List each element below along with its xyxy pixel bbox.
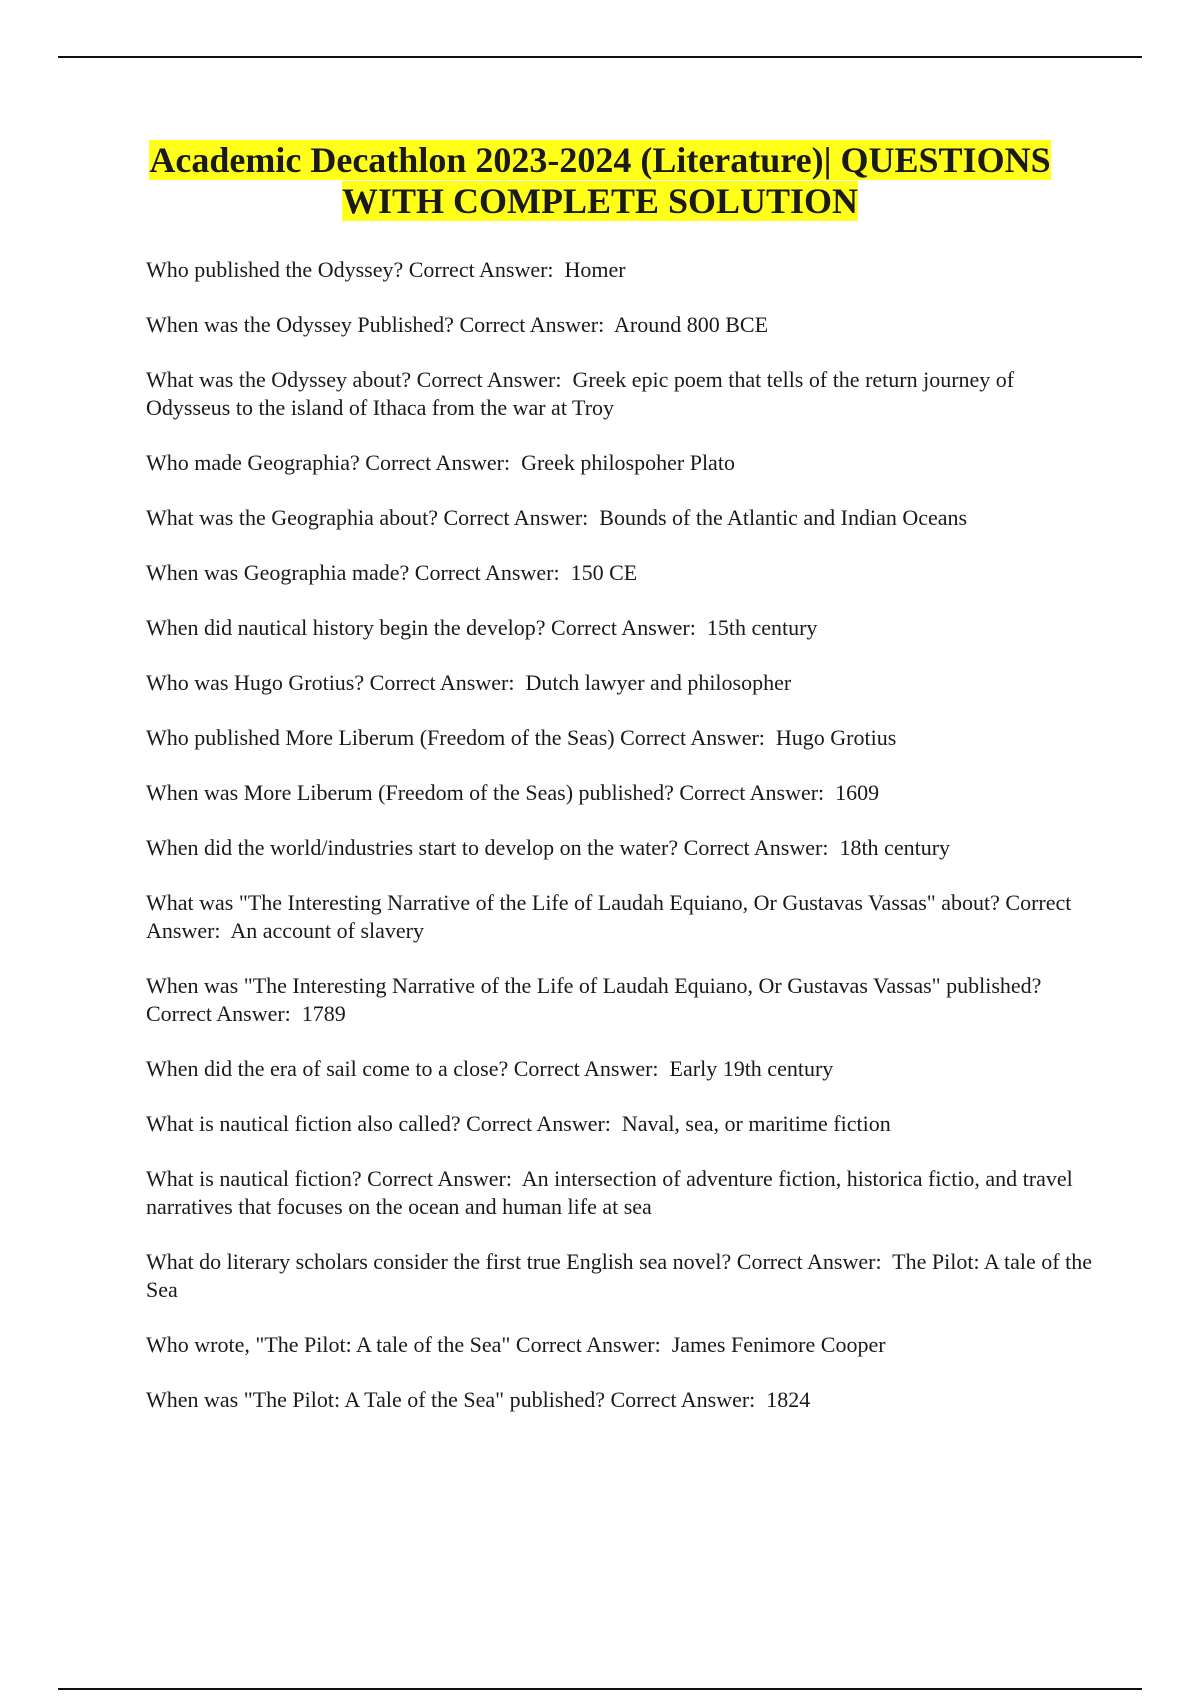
answer-label: Correct Answer: bbox=[515, 1332, 661, 1357]
answer-label: Correct Answer: bbox=[369, 670, 515, 695]
question-text: When was More Liberum (Freedom of the Seas) published? bbox=[146, 780, 674, 805]
qa-item bbox=[146, 1055, 1096, 1083]
qa-item bbox=[146, 559, 1096, 587]
answer-text: 1609 bbox=[835, 780, 880, 805]
question-text: When was the Odyssey Published? bbox=[146, 312, 454, 337]
answer-label: Correct Answer: bbox=[443, 505, 589, 530]
question-text: When did nautical history begin the develop? bbox=[146, 615, 546, 640]
answer-label: Correct Answer: bbox=[414, 560, 560, 585]
answer-text: Around 800 BCE bbox=[614, 312, 769, 337]
qa-item bbox=[146, 972, 1096, 1028]
answer-label: Correct Answer: bbox=[513, 1056, 659, 1081]
qa-item bbox=[146, 1165, 1096, 1221]
answer-label: Correct Answer: bbox=[367, 1166, 512, 1191]
answer-text: 1789 bbox=[301, 1001, 346, 1026]
question-text: What was the Geographia about? bbox=[146, 505, 438, 530]
answer-label: Correct Answer: bbox=[146, 1001, 291, 1026]
answer-label: Correct Answer: bbox=[365, 450, 511, 475]
answer-text: Dutch lawyer and philosopher bbox=[525, 670, 792, 695]
answer-text: Bounds of the Atlantic and Indian Oceans bbox=[599, 505, 968, 530]
qa-item bbox=[146, 449, 1096, 477]
qa-item bbox=[146, 724, 1096, 752]
question-text: What was "The Interesting Narrative of the Life of Laudah Equiano, Or Gustavas Vassas" about? bbox=[146, 890, 1000, 915]
question-text: When was Geographia made? bbox=[146, 560, 410, 585]
page-title bbox=[80, 140, 1120, 222]
qa-item bbox=[146, 366, 1096, 422]
question-text: Who published the Odyssey? bbox=[146, 257, 404, 282]
question-text: What was the Odyssey about? bbox=[146, 367, 412, 392]
qa-list bbox=[146, 256, 1096, 1441]
title-line-1: Academic Decathlon 2023-2024 (Literature)| QUESTIONS bbox=[149, 140, 1051, 180]
question-text: When was "The Interesting Narrative of the Life of Laudah Equiano, Or Gustavas Vassas" published? bbox=[146, 973, 1042, 998]
question-text: Who published More Liberum (Freedom of the Seas) bbox=[146, 725, 615, 750]
answer-label: Correct Answer: bbox=[610, 1387, 756, 1412]
qa-item bbox=[146, 1110, 1096, 1138]
answer-text: 18th century bbox=[839, 835, 951, 860]
answer-text: Homer bbox=[564, 257, 626, 282]
qa-item bbox=[146, 1248, 1096, 1304]
answer-text: James Fenimore Cooper bbox=[671, 1332, 886, 1357]
question-text: What do literary scholars consider the first true English sea novel? bbox=[146, 1249, 732, 1274]
qa-item bbox=[146, 1386, 1096, 1414]
answer-label: Correct Answer: bbox=[683, 835, 829, 860]
answer-text: Naval, sea, or maritime fiction bbox=[621, 1111, 891, 1136]
answer-text: The Pilot: A tale of the Sea bbox=[146, 1249, 1092, 1302]
question-text: Who made Geographia? bbox=[146, 450, 360, 475]
question-text: What is nautical fiction? bbox=[146, 1166, 362, 1191]
title-line-2: WITH COMPLETE SOLUTION bbox=[341, 181, 859, 221]
qa-item bbox=[146, 834, 1096, 862]
answer-text: Greek epic poem that tells of the return journey of Odysseus to the island of Ithaca from the war at Troy bbox=[146, 367, 1015, 420]
question-text: When was "The Pilot: A Tale of the Sea" published? bbox=[146, 1387, 605, 1412]
qa-item bbox=[146, 614, 1096, 642]
question-text: When did the era of sail come to a close? bbox=[146, 1056, 509, 1081]
answer-text: Hugo Grotius bbox=[775, 725, 897, 750]
answer-label: Correct Answer: bbox=[551, 615, 696, 640]
answer-label: Correct Answer: bbox=[679, 780, 825, 805]
answer-label: Correct Answer: bbox=[620, 725, 765, 750]
bottom-divider bbox=[58, 1688, 1142, 1690]
qa-item bbox=[146, 504, 1096, 532]
answer-text: 15th century bbox=[706, 615, 818, 640]
qa-item bbox=[146, 779, 1096, 807]
question-text: What is nautical fiction also called? bbox=[146, 1111, 461, 1136]
qa-item bbox=[146, 256, 1096, 284]
question-text: When did the world/industries start to develop on the water? bbox=[146, 835, 679, 860]
question-text: Who was Hugo Grotius? bbox=[146, 670, 365, 695]
answer-text: An intersection of adventure fiction, historica fictio, and travel narratives that focuses on the ocean and human life at sea bbox=[146, 1166, 1073, 1219]
answer-text: 1824 bbox=[766, 1387, 811, 1412]
qa-item bbox=[146, 311, 1096, 339]
answer-label: Correct Answer: bbox=[416, 367, 562, 392]
answer-label: Correct Answer: bbox=[146, 890, 1072, 943]
answer-label: Correct Answer: bbox=[459, 312, 605, 337]
question-text: Who wrote, "The Pilot: A tale of the Sea" bbox=[146, 1332, 511, 1357]
answer-text: An account of slavery bbox=[230, 918, 424, 943]
answer-label: Correct Answer: bbox=[466, 1111, 611, 1136]
answer-text: Greek philospoher Plato bbox=[521, 450, 735, 475]
answer-label: Correct Answer: bbox=[408, 257, 554, 282]
answer-text: 150 CE bbox=[570, 560, 638, 585]
top-divider bbox=[58, 56, 1142, 58]
qa-item bbox=[146, 889, 1096, 945]
qa-item bbox=[146, 669, 1096, 697]
qa-item bbox=[146, 1331, 1096, 1359]
answer-label: Correct Answer: bbox=[736, 1249, 882, 1274]
answer-text: Early 19th century bbox=[669, 1056, 834, 1081]
